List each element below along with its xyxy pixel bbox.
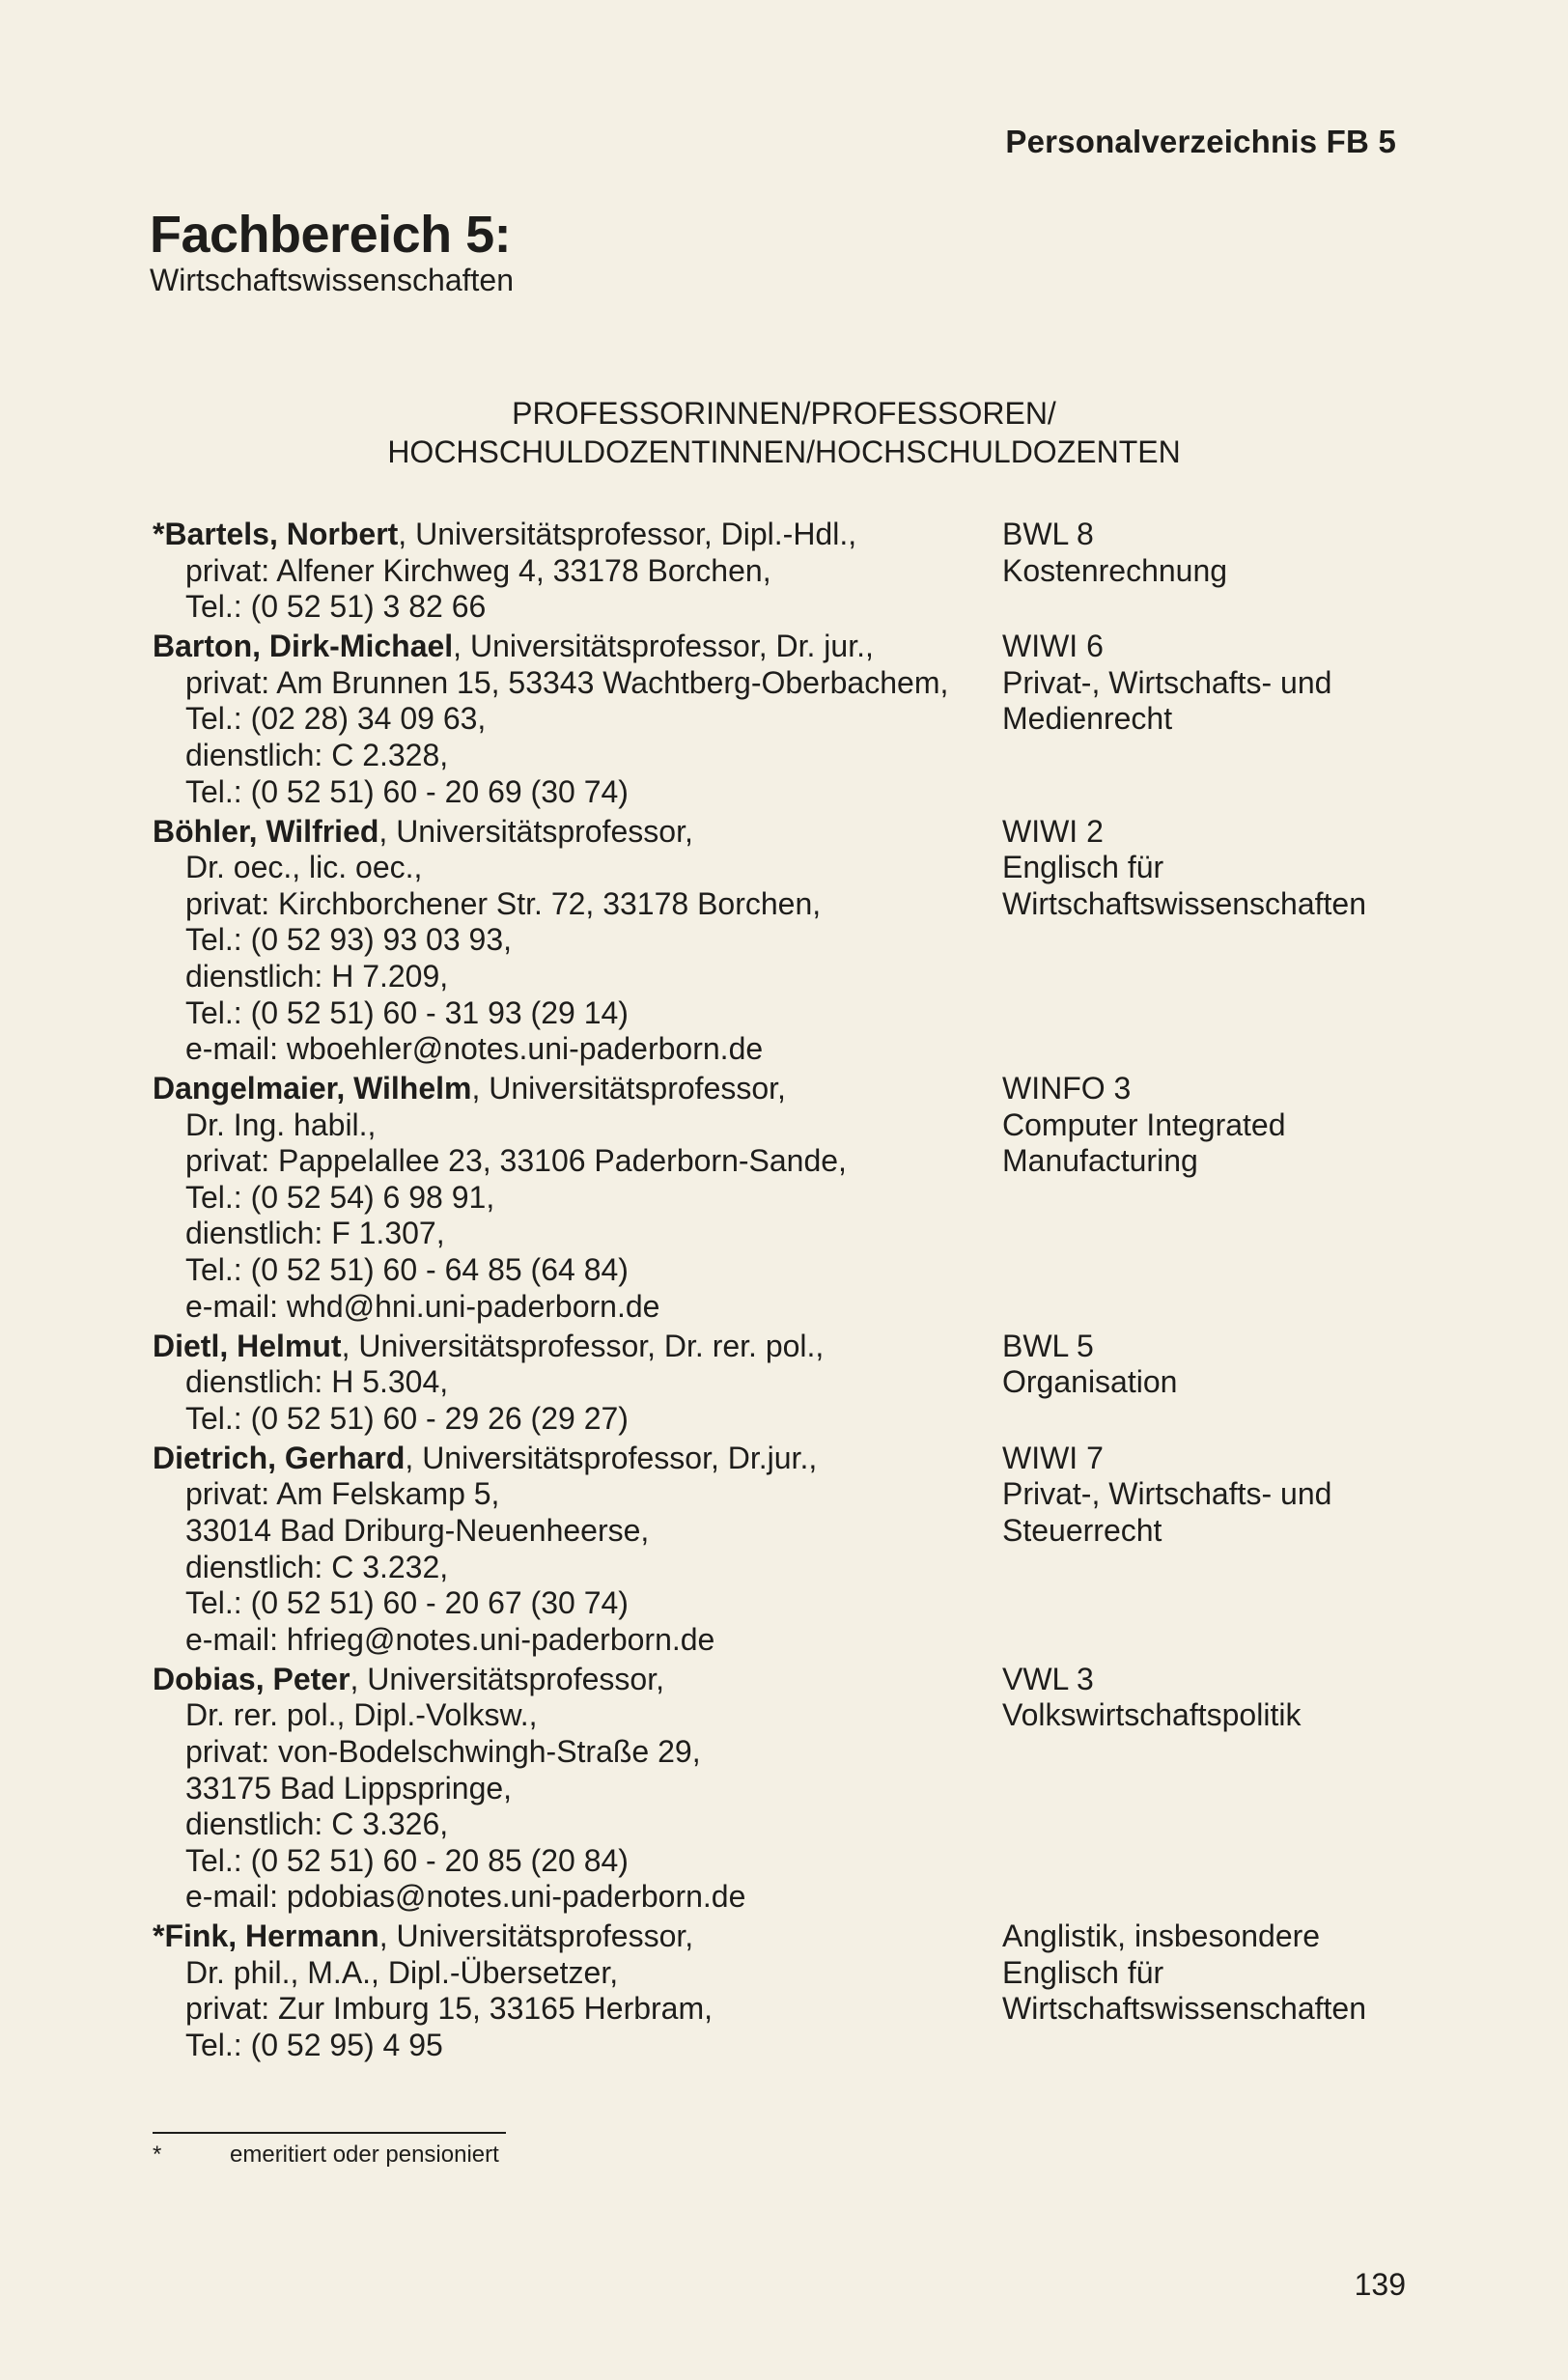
staff-chair bbox=[1002, 517, 1446, 589]
chair-code: BWL 8 bbox=[1002, 517, 1094, 551]
staff-chair bbox=[1002, 1441, 1446, 1550]
staff-entry-first-line bbox=[153, 1071, 1002, 1107]
staff-detail-line: Tel.: (0 52 51) 60 - 20 67 (30 74) bbox=[185, 1585, 629, 1621]
staff-title: , Universitätsprofessor, Dr.jur., bbox=[405, 1440, 818, 1475]
staff-title: , Universitätsprofessor, bbox=[350, 1661, 664, 1696]
staff-detail-line: dienstlich: F 1.307, bbox=[185, 1216, 445, 1251]
staff-entry-details bbox=[153, 814, 1002, 1068]
staff-chair bbox=[1002, 1918, 1446, 2028]
footnote-divider bbox=[153, 2132, 506, 2134]
staff-name: Bartels, Norbert bbox=[164, 517, 399, 551]
staff-detail-line: dienstlich: H 7.209, bbox=[185, 958, 449, 994]
staff-entry-first-line bbox=[153, 1329, 1002, 1365]
staff-detail-line: Tel.: (0 52 93) 93 03 93, bbox=[185, 922, 512, 958]
chair-code: WIWI 2 bbox=[1002, 813, 1104, 849]
staff-entry-first-line bbox=[153, 1918, 1002, 1955]
staff-name: Dietl, Helmut bbox=[153, 1328, 342, 1363]
footnote-text: emeritiert oder pensioniert bbox=[230, 2142, 499, 2168]
staff-entry-first-line bbox=[153, 1662, 1002, 1698]
staff-chair bbox=[1002, 629, 1446, 738]
chair-field: Kostenrechnung bbox=[1002, 552, 1228, 588]
staff-title: , Universitätsprofessor, Dr. rer. pol., bbox=[341, 1328, 825, 1363]
chair-field: Englisch für bbox=[1002, 850, 1164, 885]
staff-entry-details bbox=[153, 517, 1002, 626]
staff-detail-line: e-mail: whd@hni.uni-paderborn.de bbox=[185, 1288, 660, 1324]
staff-detail-line: privat: Zur Imburg 15, 33165 Herbram, bbox=[185, 1991, 714, 2027]
staff-entry bbox=[153, 1662, 1446, 1916]
staff-list bbox=[153, 517, 1446, 2067]
staff-title: , Universitätsprofessor, Dipl.-Hdl., bbox=[398, 517, 857, 551]
chair-field: Wirtschaftswissenschaften bbox=[1002, 1991, 1367, 2027]
staff-entry-first-line bbox=[153, 629, 1002, 665]
staff-chair bbox=[1002, 814, 1446, 923]
staff-title: , Universitätsprofessor, bbox=[378, 813, 693, 849]
staff-detail-line: Tel.: (0 52 51) 60 - 20 85 (20 84) bbox=[185, 1842, 629, 1878]
staff-entry bbox=[153, 629, 1446, 810]
staff-title: , Universitätsprofessor, bbox=[378, 1918, 694, 1954]
chair-field: Privat-, Wirtschafts- und bbox=[1002, 1476, 1332, 1512]
chair-code: BWL 5 bbox=[1002, 1328, 1094, 1363]
staff-detail-line: dienstlich: C 2.328, bbox=[185, 737, 449, 772]
chair-field: Volkswirtschaftspolitik bbox=[1002, 1697, 1302, 1733]
chair-code: WIWI 7 bbox=[1002, 1440, 1104, 1475]
staff-detail-line: privat: Pappelallee 23, 33106 Paderborn-Sande, bbox=[185, 1143, 847, 1179]
staff-detail-line: dienstlich: C 3.326, bbox=[185, 1806, 449, 1842]
staff-detail-line: privat: von-Bodelschwingh-Straße 29, bbox=[185, 1733, 701, 1769]
staff-name: Barton, Dirk-Michael bbox=[153, 629, 454, 664]
staff-detail-line: Dr. Ing. habil., bbox=[185, 1106, 377, 1142]
section-heading bbox=[0, 394, 1568, 471]
staff-detail-line: dienstlich: C 3.232, bbox=[185, 1549, 449, 1584]
chair-field: Computer Integrated bbox=[1002, 1106, 1286, 1142]
staff-entry-details bbox=[153, 1662, 1002, 1916]
staff-detail-line: Dr. rer. pol., Dipl.-Volksw., bbox=[185, 1697, 538, 1733]
emeritus-marker: * bbox=[153, 517, 165, 551]
page-number: 139 bbox=[1354, 2267, 1406, 2302]
staff-chair bbox=[1002, 1329, 1446, 1401]
staff-entry bbox=[153, 517, 1446, 626]
staff-entry bbox=[153, 1441, 1446, 1659]
staff-detail-line: Tel.: (0 52 95) 4 95 bbox=[185, 2028, 443, 2063]
staff-detail-line: Tel.: (0 52 51) 60 - 64 85 (64 84) bbox=[185, 1252, 629, 1288]
running-title: Personalverzeichnis FB 5 bbox=[1005, 124, 1396, 159]
section-heading-line: HOCHSCHULDOZENTINNEN/HOCHSCHULDOZENTEN bbox=[387, 434, 1181, 469]
staff-entry-details bbox=[153, 1918, 1002, 2063]
staff-entry-details bbox=[153, 1329, 1002, 1438]
staff-name: Dietrich, Gerhard bbox=[153, 1440, 406, 1475]
staff-detail-line: dienstlich: H 5.304, bbox=[185, 1364, 449, 1400]
chair-code: WIWI 6 bbox=[1002, 629, 1104, 664]
staff-entry-details bbox=[153, 629, 1002, 810]
staff-detail-line: Tel.: (02 28) 34 09 63, bbox=[185, 701, 487, 737]
staff-detail-line: privat: Am Brunnen 15, 53343 Wachtberg-Oberbachem, bbox=[185, 664, 949, 700]
chair-code: VWL 3 bbox=[1002, 1661, 1094, 1696]
staff-entry-details bbox=[153, 1071, 1002, 1325]
footnote bbox=[153, 2142, 499, 2169]
staff-detail-line: Tel.: (0 52 54) 6 98 91, bbox=[185, 1179, 495, 1215]
staff-entry bbox=[153, 1329, 1446, 1438]
section-heading-line: PROFESSORINNEN/PROFESSOREN/ bbox=[512, 396, 1056, 431]
staff-name: Dangelmaier, Wilhelm bbox=[153, 1071, 472, 1106]
staff-entry bbox=[153, 814, 1446, 1068]
chair-field: Medienrecht bbox=[1002, 701, 1173, 737]
chair-field: Manufacturing bbox=[1002, 1143, 1198, 1179]
staff-detail-line: Tel.: (0 52 51) 60 - 29 26 (29 27) bbox=[185, 1400, 629, 1436]
emeritus-marker: * bbox=[153, 1918, 165, 1954]
staff-title: , Universitätsprofessor, Dr. jur., bbox=[453, 629, 874, 664]
staff-detail-line: Tel.: (0 52 51) 3 82 66 bbox=[185, 589, 487, 625]
chair-field: Wirtschaftswissenschaften bbox=[1002, 885, 1367, 921]
chair-field: Steuerrecht bbox=[1002, 1512, 1162, 1548]
staff-chair bbox=[1002, 1662, 1446, 1734]
staff-entry-details bbox=[153, 1441, 1002, 1659]
chair-field: Organisation bbox=[1002, 1364, 1178, 1400]
staff-entry-first-line bbox=[153, 517, 1002, 553]
staff-detail-line: Tel.: (0 52 51) 60 - 20 69 (30 74) bbox=[185, 773, 629, 809]
staff-detail-line: 33175 Bad Lippspringe, bbox=[185, 1770, 513, 1806]
footnote-marker: * bbox=[153, 2142, 162, 2168]
staff-detail-line: e-mail: wboehler@notes.uni-paderborn.de bbox=[185, 1031, 764, 1067]
chair-field: Privat-, Wirtschafts- und bbox=[1002, 664, 1332, 700]
department-title: Fachbereich 5: bbox=[150, 206, 512, 264]
staff-title: , Universitätsprofessor, bbox=[471, 1071, 786, 1106]
staff-entry bbox=[153, 1918, 1446, 2063]
staff-detail-line: e-mail: pdobias@notes.uni-paderborn.de bbox=[185, 1879, 746, 1915]
staff-detail-line: Tel.: (0 52 51) 60 - 31 93 (29 14) bbox=[185, 994, 629, 1030]
staff-detail-line: privat: Kirchborchener Str. 72, 33178 Borchen, bbox=[185, 885, 822, 921]
staff-entry-first-line bbox=[153, 1441, 1002, 1477]
staff-detail-line: privat: Am Felskamp 5, bbox=[185, 1476, 500, 1512]
staff-entry-first-line bbox=[153, 814, 1002, 851]
staff-name: Fink, Hermann bbox=[164, 1918, 379, 1954]
chair-code: WINFO 3 bbox=[1002, 1071, 1132, 1106]
staff-detail-line: privat: Alfener Kirchweg 4, 33178 Borchen, bbox=[185, 552, 771, 588]
staff-name: Dobias, Peter bbox=[153, 1661, 350, 1696]
staff-detail-line: 33014 Bad Driburg-Neuenheerse, bbox=[185, 1512, 650, 1548]
chair-code: Anglistik, insbesondere bbox=[1002, 1918, 1321, 1954]
staff-name: Böhler, Wilfried bbox=[153, 813, 379, 849]
staff-entry bbox=[153, 1071, 1446, 1325]
staff-detail-line: Dr. oec., lic. oec., bbox=[185, 850, 423, 885]
staff-detail-line: e-mail: hfrieg@notes.uni-paderborn.de bbox=[185, 1621, 715, 1657]
staff-detail-line: Dr. phil., M.A., Dipl.-Übersetzer, bbox=[185, 1954, 619, 1990]
staff-chair bbox=[1002, 1071, 1446, 1180]
department-subtitle: Wirtschaftswissenschaften bbox=[150, 263, 515, 297]
chair-field: Englisch für bbox=[1002, 1954, 1164, 1990]
